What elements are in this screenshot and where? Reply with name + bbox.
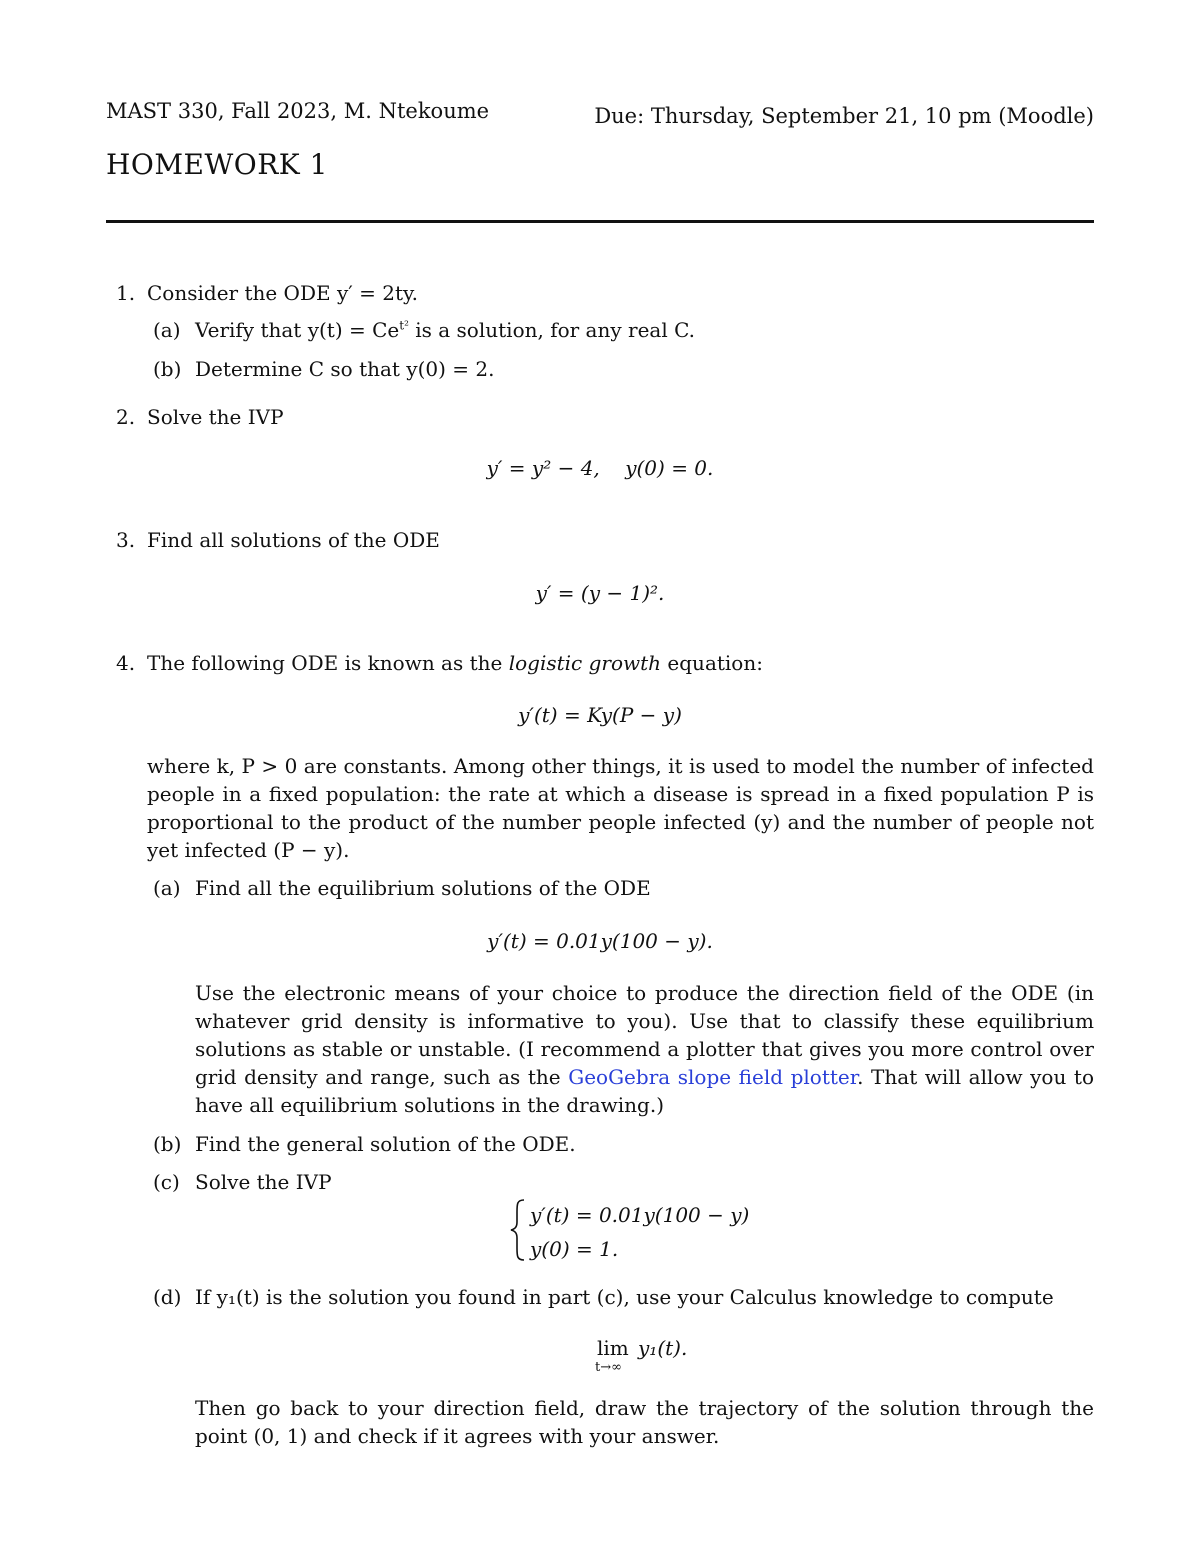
problem-4a-text: Find all the equilibrium solutions of the ODE [195, 876, 651, 900]
problem-3-equation: y′ = (y − 1)². [535, 581, 665, 605]
problem-4d-paragraph: Then go back to your direction field, draw the trajectory of the solution through the point (0, 1) and check if it agrees with your answer. [195, 1396, 1094, 1448]
problem-4-text [147, 651, 763, 675]
problem-4d-label: (d) [153, 1285, 182, 1309]
course-info: MAST 330, Fall 2023, M. Ntekoume [106, 99, 490, 123]
problem-4-text-pre: The following ODE is known as the [147, 651, 509, 675]
problem-1b-label: (b) [153, 357, 182, 381]
problem-4-text-post: equation: [661, 651, 763, 675]
problem-4c-system-line-2: y(0) = 1. [530, 1237, 619, 1261]
problem-4b-text: Find the general solution of the ODE. [195, 1132, 576, 1156]
problem-4-equation: y′(t) = Ky(P − y) [518, 703, 682, 727]
problem-1a-text [195, 318, 695, 342]
title-rule [106, 220, 1094, 223]
problem-4c-text: Solve the IVP [195, 1170, 332, 1194]
limit-subscript: t→∞ [595, 1360, 622, 1375]
geogebra-link[interactable]: GeoGebra slope field plotter [568, 1065, 858, 1089]
problem-4a-label: (a) [153, 876, 181, 900]
problem-4c-system-line-1: y′(t) = 0.01y(100 − y) [530, 1203, 750, 1227]
problem-1-text: Consider the ODE y′ = 2ty. [147, 281, 419, 305]
problem-1a-label: (a) [153, 318, 181, 342]
problem-2-number: 2. [116, 405, 136, 429]
problem-2-text: Solve the IVP [147, 405, 284, 429]
problem-1-number: 1. [116, 281, 136, 305]
problem-1a-pre: Verify that y(t) = Ce [195, 318, 400, 342]
problem-2-equation: y′ = y² − 4, y(0) = 0. [486, 456, 714, 480]
problem-1a-sup: t² [399, 318, 409, 333]
problem-4a-equation: y′(t) = 0.01y(100 − y). [487, 929, 713, 953]
problem-4a-para-post: . That will allow you to have all equilibrium solutions in the drawing.) [195, 1065, 1095, 1117]
due-date: Due: Thursday, September 21, 10 pm (Moodle) [594, 104, 1094, 128]
problem-4d-text: If y₁(t) is the solution you found in part (c), use your Calculus knowledge to compute [195, 1285, 1054, 1309]
problem-4-emphasis: logistic growth [508, 651, 662, 675]
problem-3-number: 3. [116, 528, 136, 552]
problem-4-paragraph: where k, P > 0 are constants. Among other things, it is used to model the number of infected people in a fixed population: the rate at which a disease is spread in a fixed population P is proportional to the product of the number people infected (y) and the number of people not yet infected (P − y). [147, 754, 1094, 862]
problem-4a-paragraph [195, 979, 1094, 1119]
problem-4-number: 4. [116, 651, 136, 675]
problem-1a-post: is a solution, for any real C. [408, 318, 696, 342]
problem-1b-text: Determine C so that y(0) = 2. [195, 357, 495, 381]
problem-4b-label: (b) [153, 1132, 182, 1156]
problem-4a-para-pre: Use the electronic means of your choice to produce the direction field of the ODE (in whatever grid density is informative to you). Use that to classify these equilibrium solutions as stable or unstable. (I recommend a plotter that gives you more control over grid density and range, such as the [195, 981, 1094, 1089]
problem-3-text: Find all solutions of the ODE [147, 528, 440, 552]
limit-expression: y₁(t). [638, 1336, 688, 1360]
page-title: HOMEWORK 1 [106, 148, 328, 181]
limit-operator: lim [597, 1336, 629, 1360]
system-brace [508, 1198, 528, 1262]
problem-4c-label: (c) [153, 1170, 180, 1194]
